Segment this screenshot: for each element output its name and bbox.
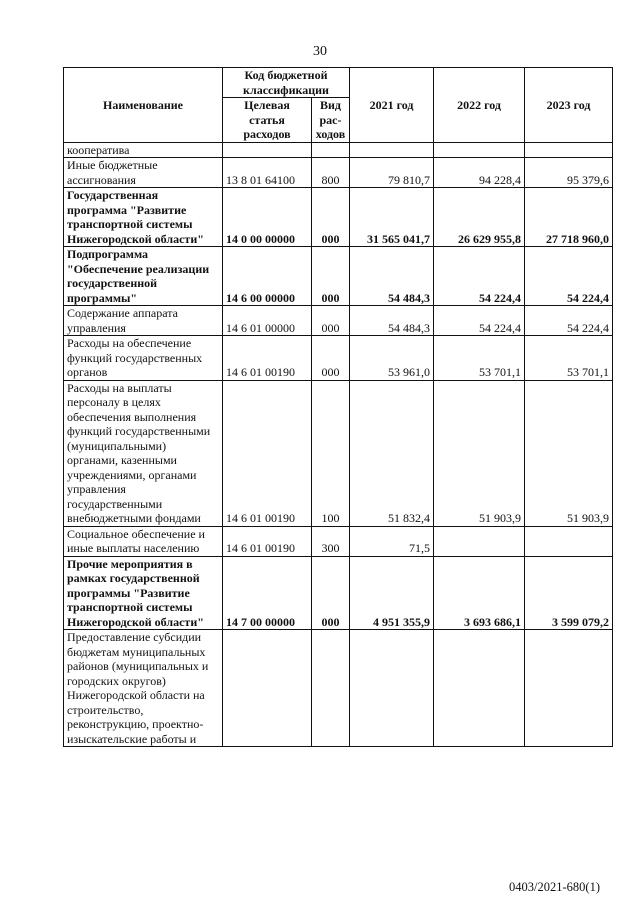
table-row xyxy=(64,380,613,526)
table-row xyxy=(64,336,613,381)
row-target-article: 14 0 00 00000 xyxy=(223,188,312,247)
document-code: 0403/2021-680(1) xyxy=(509,880,600,894)
row-name: Предоставление субсидии бюджетам муниципальных районов (муниципальных и городских округов) Нижегородской области на строительство, реконструкцию, проектно-изыскательские работы и xyxy=(64,630,223,747)
row-value-2021: 53 961,0 xyxy=(350,336,434,381)
row-value-2023: 3 599 079,2 xyxy=(525,556,613,630)
table-row xyxy=(64,247,613,306)
row-value-2023: 54 224,4 xyxy=(525,247,613,306)
row-name: Подпрограмма "Обеспечение реализации государственной программы" xyxy=(64,247,223,306)
row-value-2021: 54 484,3 xyxy=(350,306,434,336)
row-value-2022: 53 701,1 xyxy=(434,336,525,381)
table-row xyxy=(64,306,613,336)
row-target-article: 14 7 00 00000 xyxy=(223,556,312,630)
row-name: Социальное обеспечение и иные выплаты населению xyxy=(64,526,223,556)
row-value-2021: 54 484,3 xyxy=(350,247,434,306)
row-expense-type: 000 xyxy=(312,247,350,306)
table-row xyxy=(64,630,613,747)
header-2022: 2022 год xyxy=(434,68,525,143)
row-expense-type xyxy=(312,630,350,747)
row-name: Расходы на выплаты персоналу в целях обеспечения выполнения функций государственными (муниципальными) органами, казенными учреждениями, органами управления государственными внебюджетными фондами xyxy=(64,380,223,526)
row-name: Государственная программа "Развитие транспортной системы Нижегородской области" xyxy=(64,188,223,247)
table-body xyxy=(64,142,613,747)
row-value-2021: 31 565 041,7 xyxy=(350,188,434,247)
row-value-2023: 95 379,6 xyxy=(525,158,613,188)
row-value-2022: 54 224,4 xyxy=(434,247,525,306)
header-name: Наименование xyxy=(64,68,223,143)
row-value-2023: 53 701,1 xyxy=(525,336,613,381)
row-value-2022: 51 903,9 xyxy=(434,380,525,526)
row-name: Прочие мероприятия в рамках государственной программы "Развитие транспортной системы Нижегородской области" xyxy=(64,556,223,630)
row-expense-type: 100 xyxy=(312,380,350,526)
row-value-2022 xyxy=(434,630,525,747)
row-value-2023 xyxy=(525,142,613,158)
row-value-2023: 27 718 960,0 xyxy=(525,188,613,247)
row-target-article: 14 6 01 00190 xyxy=(223,526,312,556)
row-target-article: 14 6 01 00000 xyxy=(223,306,312,336)
row-expense-type: 800 xyxy=(312,158,350,188)
row-expense-type xyxy=(312,142,350,158)
row-value-2023 xyxy=(525,526,613,556)
row-name: Содержание аппарата управления xyxy=(64,306,223,336)
row-value-2021: 71,5 xyxy=(350,526,434,556)
row-expense-type: 000 xyxy=(312,306,350,336)
row-value-2023: 51 903,9 xyxy=(525,380,613,526)
header-expense-type: Вид рас-ходов xyxy=(312,98,350,143)
row-value-2022: 54 224,4 xyxy=(434,306,525,336)
header-budget-code: Код бюджетной классификации xyxy=(223,68,350,98)
row-value-2022: 3 693 686,1 xyxy=(434,556,525,630)
row-target-article: 14 6 01 00190 xyxy=(223,336,312,381)
row-name: кооператива xyxy=(64,142,223,158)
table-row xyxy=(64,526,613,556)
page-number: 30 xyxy=(313,44,327,59)
row-value-2021: 51 832,4 xyxy=(350,380,434,526)
table-row xyxy=(64,158,613,188)
row-target-article: 13 8 01 64100 xyxy=(223,158,312,188)
row-expense-type: 000 xyxy=(312,336,350,381)
header-2023: 2023 год xyxy=(525,68,613,143)
budget-table xyxy=(63,67,613,747)
row-target-article: 14 6 00 00000 xyxy=(223,247,312,306)
table-row xyxy=(64,142,613,158)
table-row xyxy=(64,556,613,630)
row-value-2023: 54 224,4 xyxy=(525,306,613,336)
header-2021: 2021 год xyxy=(350,68,434,143)
row-value-2021: 79 810,7 xyxy=(350,158,434,188)
table-row xyxy=(64,188,613,247)
row-value-2022 xyxy=(434,142,525,158)
row-expense-type: 000 xyxy=(312,188,350,247)
row-value-2022: 26 629 955,8 xyxy=(434,188,525,247)
row-value-2022: 94 228,4 xyxy=(434,158,525,188)
row-name: Расходы на обеспечение функций государственных органов xyxy=(64,336,223,381)
row-target-article xyxy=(223,142,312,158)
header-target-article: Целевая статья расходов xyxy=(223,98,312,143)
row-target-article: 14 6 01 00190 xyxy=(223,380,312,526)
row-value-2021: 4 951 355,9 xyxy=(350,556,434,630)
row-value-2023 xyxy=(525,630,613,747)
row-name: Иные бюджетные ассигнования xyxy=(64,158,223,188)
row-target-article xyxy=(223,630,312,747)
row-value-2021 xyxy=(350,142,434,158)
row-expense-type: 000 xyxy=(312,556,350,630)
row-value-2021 xyxy=(350,630,434,747)
row-value-2022 xyxy=(434,526,525,556)
row-expense-type: 300 xyxy=(312,526,350,556)
